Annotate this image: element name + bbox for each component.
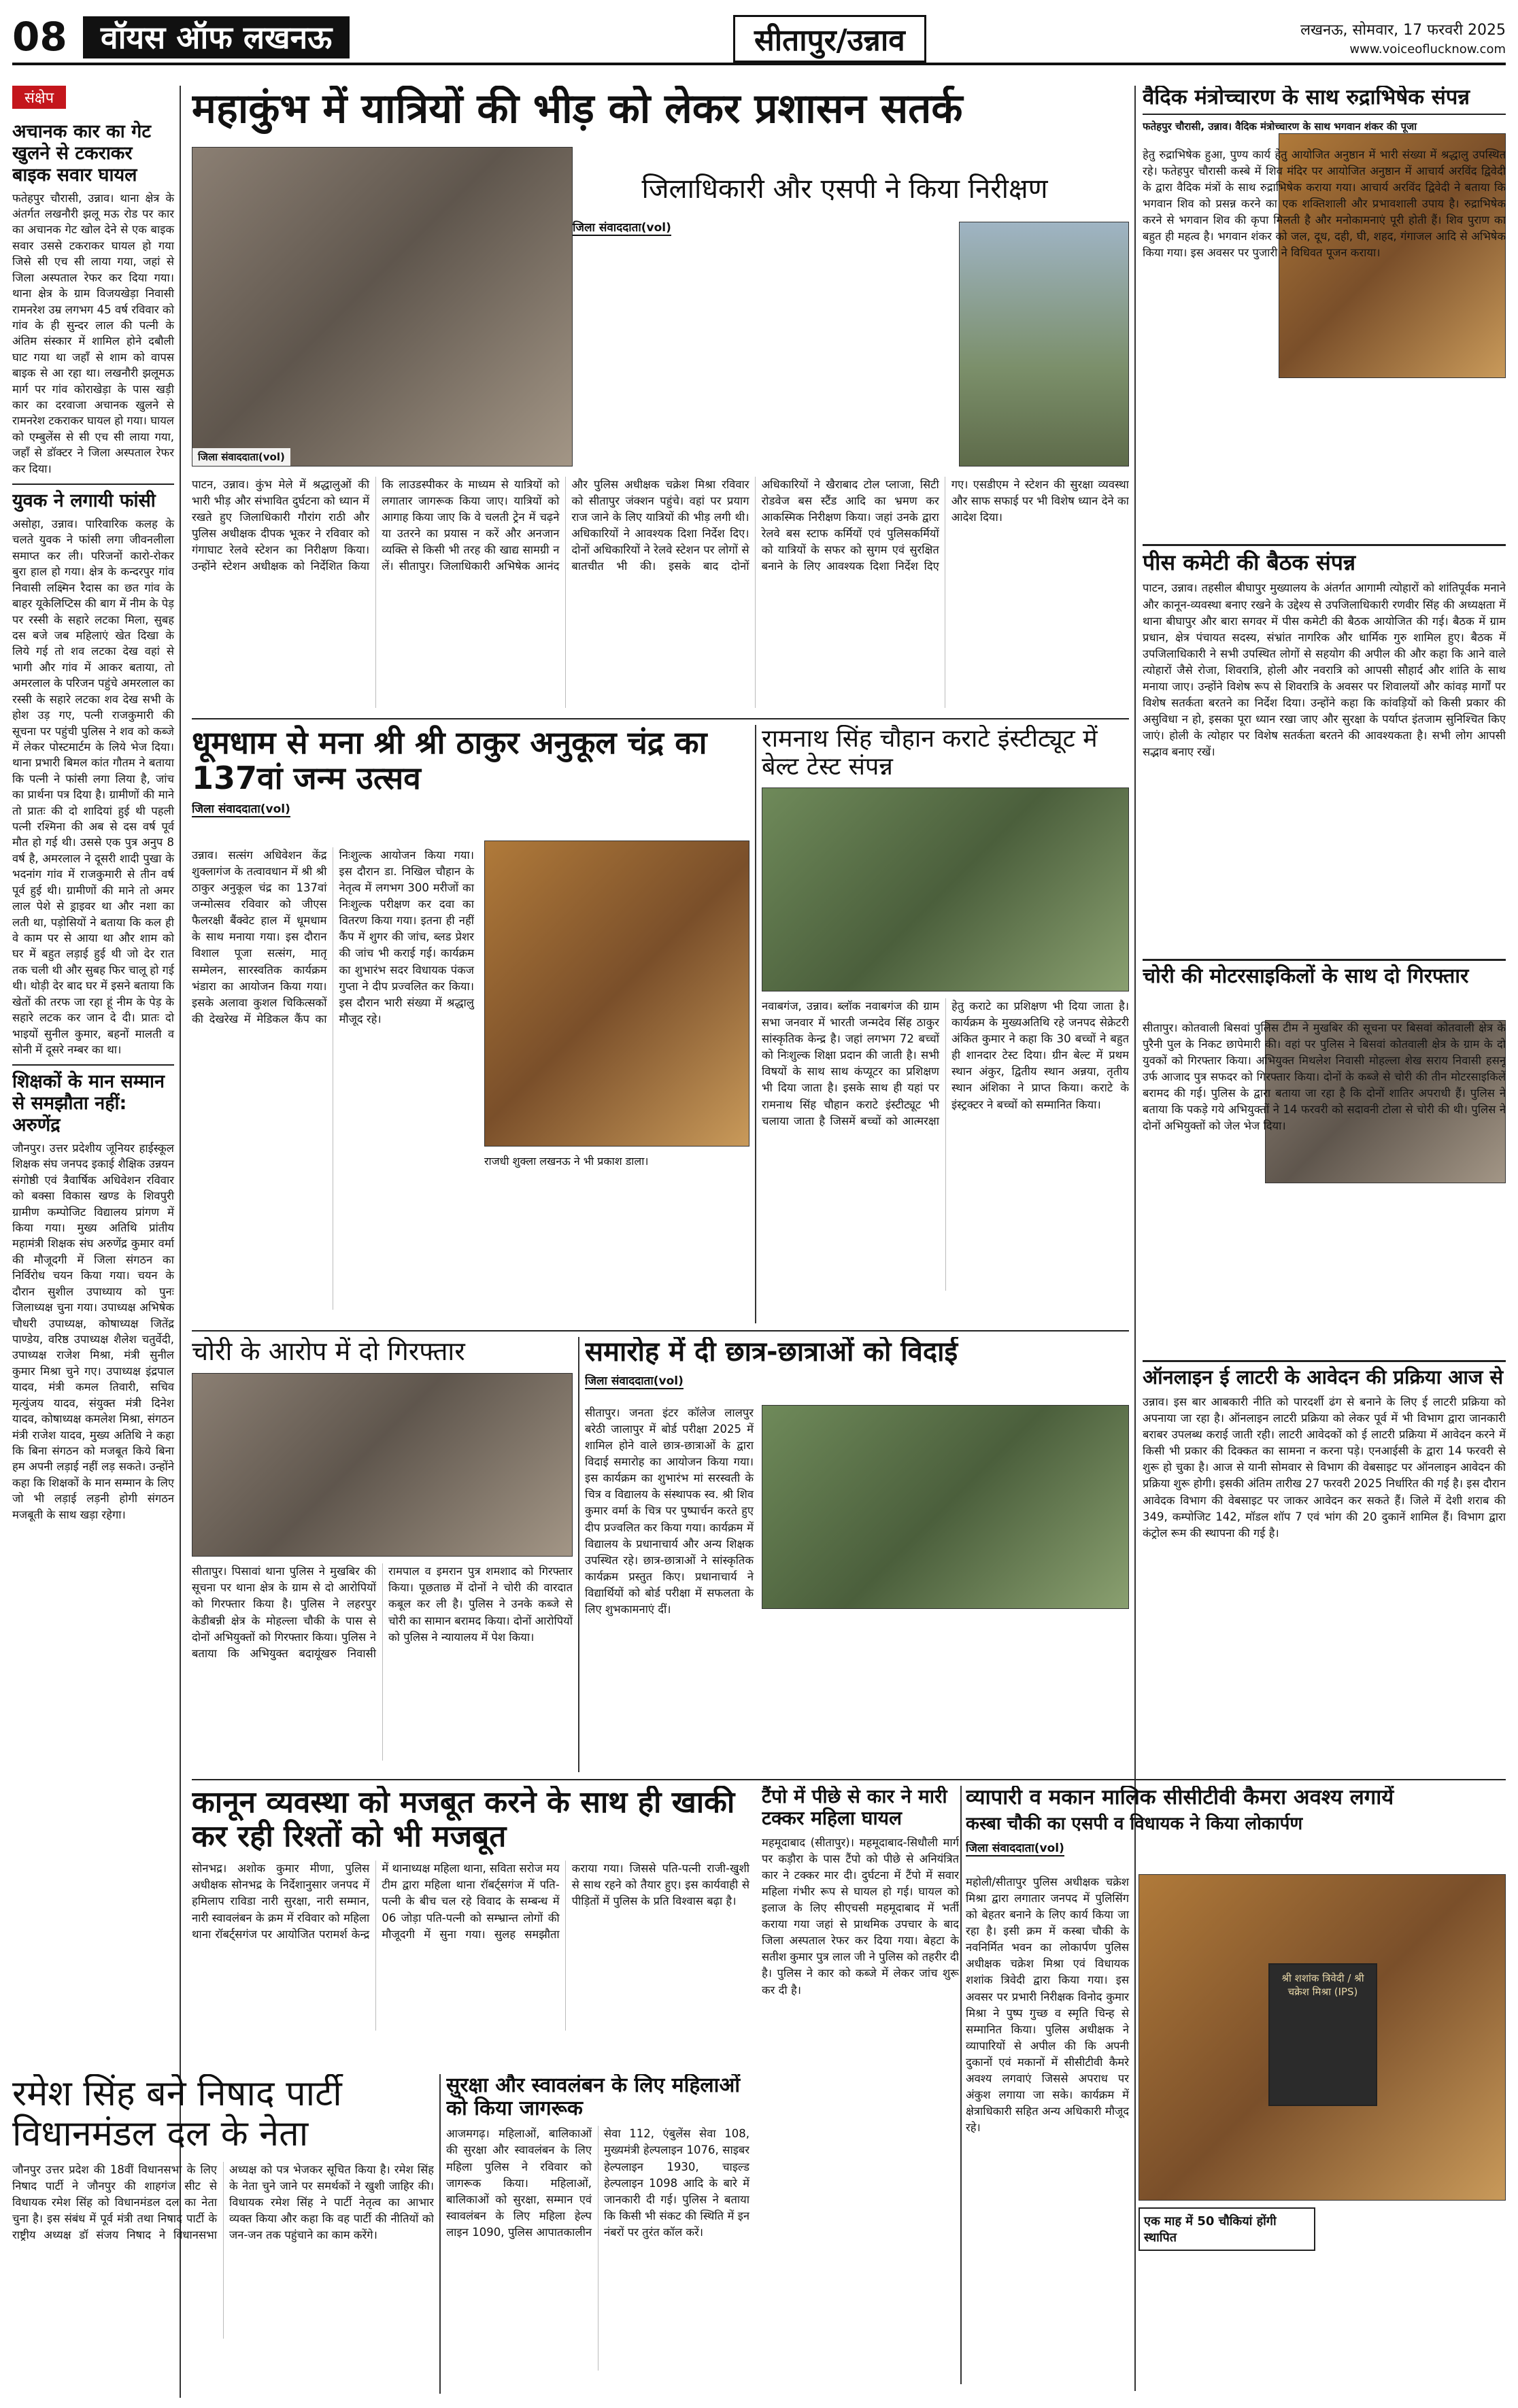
lead-byline bbox=[573, 215, 671, 241]
karate-photo bbox=[762, 787, 1129, 991]
bike-theft-body: सीतापुर। कोतवाली बिसवां पुलिस टीम ने मुखबिर की सूचना पर बिसवां कोतवाली क्षेत्र के पुरैनी पुल के निकट छापेमारी की। वहां पर पुलिस ने बिसवां कोतवाली क्षेत्र के ग्राम के दो युवकों को गिरफ्तार किया। अभियुक्त मिथलेश निवासी मोहल्ला शेख सराय निवासी हसनू उर्फ आजाद पुत्र सफदर को गिरफ्तार किया। दोनों के कब्जे से चोरी की तीन मोटरसाइकिलें बरामद की गई। पुलिस के द्वारा बताया जा रहा है कि दोनों शातिर अपराधी हैं। पुलिस ने बताया कि पकड़े गये अभियुक्तों ने 14 फरवरी को सदावनी टोला से चोरी की थी। पुलिस ने दोनों अभियुक्तों को जेल भेज दिया। bbox=[1143, 1021, 1506, 1133]
newspaper-brand: वॉयस ऑफ लखनऊ bbox=[83, 16, 350, 58]
thakur-headline: धूमधाम से मना श्री श्री ठाकुर अनुकूल चंद्र का 137वां जन्म उत्सव bbox=[192, 725, 707, 797]
peace-committee-headline: पीस कमेटी की बैठक संपन्न bbox=[1143, 544, 1506, 575]
brief-headline: युवक ने लगायी फांसी bbox=[12, 490, 156, 512]
brief-headline: शिक्षकों के मान सम्मान से समझौता नहीं: अरुणेंद्र bbox=[12, 1071, 165, 1136]
rudrabhishek-headline: वैदिक मंत्रोच्चारण के साथ रुद्राभिषेक संपन्न bbox=[1143, 86, 1506, 115]
brief-item bbox=[12, 490, 174, 1057]
accident-body: महमूदाबाद (सीतापुर)। महमूदाबाद-सिधौली मार्ग पर कड़ौरा के पास टैंपो को पीछे से अनियंत्रित कार ने टक्कर मार दी। दुर्घटना में टैंपो में सवार महिला गंभीर रूप से घायल हो गई। घायल को इलाज के लिए सीएचसी महमूदाबाद में भर्ती कराया गया जहां से प्राथमिक उपचार के बाद जिला अस्पताल रेफर कर दिया गया। बेहटा के सतीश कुमार पुत्र लाल जी ने पुलिस को तहरीर दी है। पुलिस ने कार को कब्जे में लेकर जांच शुरू कर दी है। bbox=[762, 1835, 959, 1997]
lottery-story bbox=[1143, 1360, 1506, 1768]
farewell-story bbox=[585, 1337, 1129, 1772]
police-photo bbox=[192, 1373, 573, 1557]
lead-body: पाटन, उन्नाव। कुंभ मेले में श्रद्धालुओं की भारी भीड़ और संभावित दुर्घटना को ध्यान में रखते हुए जिलाधिकारी गौरांग राठी और पुलिस अधीक्षक दीपक भूकर ने रविवार को गंगाघाट रेलवे स्टेशन का निरीक्षण किया। उन्होंने स्टेशन अधीक्षक को निर्देशित किया कि लाउडस्पीकर के माध्यम से यात्रियों को लगातार जागरूक किया जाए। यात्रियों को आगाह किया जाए कि वे चलती ट्रेन में चढ़ने या उतरने का प्रयास न करें और अनजान व्यक्ति से किसी भी तरह की खाद्य सामग्री न लें। सीतापुर। जिलाधिकारी अभिषेक आनंद और पुलिस अधीक्षक चक्रेश मिश्रा रविवार को सीतापुर जंक्शन पहुंचे। वहां पर प्रयाग राज जाने के लिए यात्रियों की भीड़ लगी थी। अधिकारियों ने आवश्यक दिशा निर्देश दिए। दोनों अधिकारियों ने रेलवे स्टेशन पर लोगों से बातचीत भी की। इसके बाद दोनों अधिकारियों ने खैराबाद टोल प्लाजा, सिटी रोडवेज बस स्टैंड आदि का भ्रमण कर आकस्मिक निरीक्षण किया। जहां उनके द्वारा रेलवे बस स्टाफ कर्मियों एवं पुलिसकर्मियों को यात्रियों के सफर को सुगम एवं सुरक्षित बनाने के लिए आवश्यक दिशा निर्देश दिए गए। एसडीएम ने स्टेशन की सुरक्षा व्यवस्था और साफ सफाई पर भी विशेष ध्यान देने का आदेश दिया। bbox=[192, 478, 1129, 573]
byline: जिला संवाददाता(vol) bbox=[585, 1372, 684, 1389]
divider bbox=[192, 718, 1129, 719]
theft-arrest-story bbox=[192, 1337, 573, 1772]
photo-caption: जिला संवाददाता(vol) bbox=[192, 448, 290, 466]
column-rule bbox=[578, 1337, 579, 1772]
column-rule bbox=[439, 2074, 441, 2394]
women-awareness-headline: सुरक्षा और स्वावलंबन के लिए महिलाओं को किया जागरूक bbox=[446, 2074, 741, 2121]
rudrabhishek-story bbox=[1143, 86, 1506, 535]
thakur-body: उन्नाव। सत्संग अधिवेशन केंद्र शुक्लागंज के तत्वावधान में श्री श्री ठाकुर अनुकूल चंद्र का 137वां जन्मोत्सव रविवार को जीएस फैलरक्षी बैंक्वेट हाल में धूमधाम के साथ मनाया गया। इस दौरान विशाल पूजा सत्संग, मातृ सम्मेलन, सारस्वतिक कार्यक्रम भंडारा का आयोजन किया गया। इसके अलावा कुशल चिकित्सकों की देखरेख में मेडिकल कैंप का निःशुल्क आयोजन किया गया। इस दौरान डा. निखिल चौहान के नेतृत्व में लगभग 300 मरीजों का निःशुल्क परीक्षण कर दवा का वितरण किया गया। इतना ही नहीं कैंप में शुगर की जांच, ब्लड प्रेशर की जांच भी कराई गई। कार्यक्रम का शुभारंभ सदर विधायक पंकज गुप्ता ने दीप प्रज्वलित कर किया। इस दौरान भारी संख्या में श्रद्धालु मौजूद रहे। bbox=[192, 849, 474, 1025]
farewell-headline: समारोह में दी छात्र-छात्राओं को विदाई bbox=[585, 1337, 958, 1368]
byline: जिला संवाददाता(vol) bbox=[192, 800, 290, 817]
bike-theft-story bbox=[1143, 959, 1506, 1353]
lead-photo bbox=[192, 147, 573, 467]
women-awareness-body: आजमगढ़। महिलाओं, बालिकाओं की सुरक्षा और स्वावलंबन के लिए महिला पुलिस ने रविवार को जागरूक किया। महिलाओं, बालिकाओं को सुरक्षा, सम्मान एवं स्वावलंबन के लिए महिला हेल्प लाइन 1090, पुलिस आपातकालीन सेवा 112, एंबुलेंस सेवा 108, मुख्यमंत्री हेल्पलाइन 1076, साइबर हेल्पलाइन 1930, चाइल्ड हेल्पलाइन 1098 आदि के बारे में जानकारी दी गई। पुलिस ने बताया कि किसी भी संकट की स्थिति में इन नंबरों पर तुरंत कॉल करें। bbox=[446, 2127, 749, 2239]
byline: जिला संवाददाता(vol) bbox=[573, 219, 671, 236]
peace-committee-story bbox=[1143, 544, 1506, 952]
divider bbox=[192, 1779, 1506, 1780]
nishad-body: जौनपुर उत्तर प्रदेश की 18वीं विधानसभा के लिए निषाद पार्टी ने जौनपुर की शाहगंज सीट से विधायक रमेश सिंह को विधानमंडल दल का नेता चुना है। इस संबंध में पूर्व मंत्री तथा निषाद पार्टी के राष्ट्रीय अध्यक्ष डॉ संजय निषाद ने विधानसभा अध्यक्ष को पत्र भेजकर सूचित किया है। रमेश सिंह के नेता चुने जाने पर समर्थकों ने खुशी जाहिर की। विधायक रमेश सिंह ने पार्टी नेतृत्व का आभार व्यक्त किया और कहा कि वह पार्टी की नीतियों को जन-जन तक पहुंचाने का काम करेंगे। bbox=[12, 2163, 434, 2241]
thakur-photo-caption: राजधी शुक्ला लखनऊ ने भी प्रकाश डाला। bbox=[484, 1155, 649, 1168]
column-rule bbox=[755, 725, 756, 1323]
nishad-story bbox=[12, 2074, 434, 2394]
brief-body: जौनपुर। उत्तर प्रदेशीय जूनियर हाईस्कूल शिक्षक संघ जनपद इकाई शैक्षिक उन्नयन संगोष्ठी एवं त्रैवार्षिक अधिवेशन रविवार को बक्सा विकास खण्ड के शिवपुरी ग्रामीण कम्पोजिट विद्यालय प्रांगण में किया गया। मुख्य अतिथि प्रांतीय महामंत्री शिक्षक संघ अरुणेंद्र कुमार वर्मा की मौजूदगी में जिला संगठन का निर्विरोध चयन किया गया। चयन के दौरान सुशील उपाध्याय को पुनः जिलाध्यक्ष चुना गया। उपाध्यक्ष अभिषेक चौधरी उपाध्यक्ष, कोषाध्यक्ष जितेंद्र पाण्डेय, वरिष्ठ उपाध्यक्ष शैलेश चतुर्वेदी, उपाध्यक्ष राजेश मिश्रा, मंत्री सुनील कुमार मिश्रा चुने गए। उपाध्यक्ष इंद्रपाल यादव, मंत्री कमल तिवारी, सचिव मृत्युंजय यादव, संयुक्त मंत्री दिनेश यादव, कोषाध्यक्ष कमलेश मिश्रा, संगठन मंत्री राजेश यादव, मुख्य अतिथि ने कहा कि बिना संगठन को मजबूत किये बिना हम अपनी लड़ाई नहीं लड़ सकते। उन्होंने कहा कि शिक्षकों के मान सम्मान के लिए जो भी लड़ाई लड़नी होगी संगठन मजबूती के साथ खड़ा रहेगा। bbox=[12, 1141, 174, 1521]
lead-subhead: जिलाधिकारी और एसपी ने किया निरीक्षण bbox=[641, 173, 1048, 205]
divider bbox=[12, 1064, 174, 1066]
karate-body: नवाबगंज, उन्नाव। ब्लॉक नवाबगंज की ग्राम सभा जनवार में भारती जन्मदेव सिंह ठाकुर सांस्कृतिक केन्द्र है। जहां लगभग 72 बच्चों को निःशुल्क शिक्षा प्रदान की जाती है। सभी विषयों के साथ साथ कंप्यूटर का प्रशिक्षण भी दिया जाता है। इसके साथ ही यहां पर रामनाथ सिंह चौहान कराटे इंस्टीट्यूट भी चलाया जाता है जिसमें बच्चों को आत्मरक्षा हेतु कराटे का प्रशिक्षण भी दिया जाता है। कार्यक्रम के मुख्यअतिथि रहे जनपद सेक्रेटरी अंकित कुमार ने कहा कि 30 बच्चों ने बहुत ही शानदार टेस्ट दिया। ग्रीन बेल्ट में प्रथम स्थान अंकुर, द्वितीय स्थान अन्नया, तृतीय स्थान अंशिका ने प्राप्त किया। कराटे के इंस्ट्रक्टर ने बच्चों को सम्मानित किया। bbox=[762, 1000, 1129, 1127]
cctv-subhead: कस्बा चौकी का एसपी व विधायक ने किया लोकार्पण bbox=[966, 1814, 1303, 1835]
lead-headline: महाकुंभ में यात्रियों की भीड़ को लेकर प्रशासन सतर्क bbox=[192, 86, 963, 133]
law-order-headline: कानून व्यवस्था को मजबूत करने के साथ ही खाकी कर रही रिश्तों को भी मजबूत bbox=[192, 1786, 735, 1854]
thakur-portrait-photo bbox=[484, 841, 749, 1147]
masthead bbox=[12, 10, 1506, 65]
bike-theft-headline: चोरी की मोटरसाइकिलों के साथ दो गिरफ्तार bbox=[1143, 959, 1506, 988]
brief-headline: अचानक कार का गेट खुलने से टकराकर बाइक सवार घायल bbox=[12, 121, 151, 186]
peace-committee-body: पाटन, उन्नाव। तहसील बीघापुर मुख्यालय के अंतर्गत आगामी त्योहारों को शांतिपूर्वक मनाने और कानून-व्यवस्था बनाए रखने के उद्देश्य से उपजिलाधिकारी रणवीर सिंह की अध्यक्षता में थाना बीघापुर और बारा सगवर में पीस कमेटी की बैठक आयोजित की गई। बैठक में ग्राम प्रधान, क्षेत्र पंचायत सदस्य, संभ्रांत नागरिक और धार्मिक गुरु शामिल हुए। बैठक में उपजिलाधिकारी ने सभी उपस्थित लोगों से सहयोग की अपील की और कहा कि आने वाले त्योहारों जैसे रोजा, शिवरात्रि, होली और नवरात्रि को आपसी सौहार्द और शांति के साथ मनाया जाए। उन्होंने विशेष रूप से शिवरात्रि के अवसर पर शिवालयों और कांवड़ मार्गों पर विशेष सतर्कता बरतने का निर्देश दिया। उन्होंने कहा कि कांवड़ियों को किसी प्रकार की असुविधा न हो, इसका पूरा ध्यान रखा जाए और सुरक्षा के पर्याप्त इंतजाम सुनिश्चित किए जाएं। होली के त्योहार पर विशेष सतर्कता बरतने की आवश्यकता है। सभी लोग आपसी सद्भाव बनाए रखें। bbox=[1143, 581, 1506, 759]
nishad-headline: रमेश सिंह बने निषाद पार्टी विधानमंडल दल के नेता bbox=[12, 2074, 342, 2155]
cctv-photo-caption: एक माह में 50 चौकियां होंगी स्थापित bbox=[1138, 2207, 1315, 2251]
theft-headline: चोरी के आरोप में दो गिरफ्तार bbox=[192, 1337, 465, 1366]
inspection-photo bbox=[959, 222, 1129, 467]
brief-body: फतेहपुर चौरासी, उन्नाव। थाना क्षेत्र के अंतर्गत लखनौरी झलू मऊ रोड पर कार का अचानक गेट खोल देने से एक बाइक सवार उससे टकराकर घायल हो गया जिसे सी एच सी लाया गया, जहां से जिला अस्पताल रेफर कर दिया गया। थाना क्षेत्र के ग्राम विजयखेड़ा निवासी रामनरेश उम्र लगभग 45 वर्ष रविवार को गांव के ही सुन्दर लाल की पत्नी के अंतिम संस्कार में शामिल होने दबौली घाट गया था जहाँ से शाम को वापस बाइक से आ रहा था। लखनौरी झलूमऊ मार्ग पर गांव कोराखेड़ा के पास खड़ी कार का दरवाजा अचानक खुलने से रामनरेश टकराकर घायल हो गया। घायल को एम्बुलेंस से सी एच सी लाया गया, जहाँ से डॉक्टर ने जिला अस्पताल रेफर कर दिया। bbox=[12, 191, 174, 475]
cctv-body: महोली/सीतापुर पुलिस अधीक्षक चक्रेश मिश्रा द्वारा लगातार जनपद में पुलिसिंग को बेहतर बनाने के लिए कार्य किया जा रहा है। इसी क्रम में कस्बा चौकी के नवनिर्मित भवन का लोकार्पण पुलिस अधीक्षक चक्रेश मिश्रा एवं विधायक शशांक त्रिवेदी द्वारा किया गया। इस अवसर पर प्रभारी निरीक्षक विनोद कुमार मिश्रा ने पुष्प गुच्छ व स्मृति चिन्ह से सम्मानित किया। पुलिस अधीक्षक ने व्यापारियों से अपील की कि अपनी दुकानों एवं मकानों में सीसीटीवी कैमरे अवश्य लगवाएं जिससे अपराध पर अंकुश लगाया जा सके। कार्यक्रम में क्षेत्राधिकारी सहित अन्य अधिकारी मौजूद रहे। bbox=[966, 1876, 1129, 2135]
briefs-column bbox=[12, 86, 181, 2398]
theft-body: सीतापुर। पिसावां थाना पुलिस ने मुखबिर की सूचना पर थाना क्षेत्र के ग्राम से दो आरोपियों को गिरफ्तार किया है। पुलिस ने लहरपुर केडीबन्नी क्षेत्र के मोहल्ला चौकी के पास से दोनों अभियुक्तों को गिरफ्तार किया। पुलिस ने बताया कि अभियुक्त बदायूंखरु निवासी रामपाल व इमरान पुत्र शमशाद को गिरफ्तार किया। पूछताछ में दोनों ने चोरी की वारदात कबूल कर ली है। पुलिस ने उनके कब्जे से चोरी का सामान बरामद किया। दोनों आरोपियों को पुलिस ने न्यायालय में पेश किया। bbox=[192, 1565, 573, 1660]
inauguration-photo bbox=[1138, 1874, 1506, 2201]
farewell-body: सीतापुर। जनता इंटर कॉलेज लालपुर बरेठी जालापुर में बोर्ड परीक्षा 2025 में शामिल होने वाले छात्र-छात्राओं के द्वारा विदाई समारोह का आयोजन किया गया। इस कार्यक्रम का शुभारंभ मां सरस्वती के चित्र व विद्यालय के संस्थापक स्व. श्री शिव कुमार वर्मा के चित्र पर पुष्पार्चन करते हुए दीप प्रज्वलित कर किया गया। कार्यक्रम में विद्यालय के प्रधानाचार्य और अन्य शिक्षक उपस्थित रहे। छात्र-छात्राओं ने सांस्कृतिक कार्यक्रम प्रस्तुत किए। प्रधानाचार्य ने विद्यार्थियों को बोर्ड परीक्षा में सफलता के लिए शुभकामनाएं दीं। bbox=[585, 1406, 754, 1616]
students-photo bbox=[762, 1405, 1129, 1609]
divider bbox=[192, 1330, 1129, 1332]
briefs-tag: संक्षेप bbox=[12, 86, 66, 109]
website-url: www.voiceoflucknow.com bbox=[1349, 42, 1506, 56]
cctv-story bbox=[966, 1786, 1506, 2391]
brief-body: असोहा, उन्नाव। पारिवारिक कलह के चलते युवक ने फांसी लगा जीवनलीला समाप्त कर ली। परिजनों कारो-रोकर बुरा हाल हो गया। क्षेत्र के कन्दरपुर गांव निवासी लक्ष्मिन रैदास का छत गांव के बाहर यूकेलिप्टिस की बाग में नीम के पेड़ पर रस्सी के सहारे लटका मिला, सुबह दस बजे जब महिलाएं खेत दिखा के लिये गई तो शव लटका देख वहां से भागी और गांव में आकर बताया, तो अमरलाल के परिजन पहुंचे अमरलाल का रस्सी के सहारे लटका शव देख सभी के होश उड़ गए, पत्नी राजकुमारी की सूचना पर पहुंची पुलिस ने शव को कब्जे में लेकर पोस्टमार्टम के लिये भेज दिया। थाना प्रभारी बिमल कांत गौतम ने बताया कि पत्नी ने फांसी लगा लिया है, जांच का प्रार्थना पत्र दिया है। ग्रामीणों की माने तो प्रातः की दो शादियां हुई थी पहली पत्नी रश्मिना की अब से दस वर्ष पूर्व मौत हो गई थी। उससे एक पुत्र अनुप 8 वर्ष है, अमरलाल ने दूसरी शादी पुखा के भदनांग गांव में राजकुमारी से तीन वर्ष पूर्व हुई थी। ग्रामीणों की माने तो अमर लाल पेशे से ड्राइवर था और नशा का लती था, पड़ोसियों ने बताया कि कल ही वे काम पर से आया था और शाम को घर में बहुत लड़ाई हुई थी जो देर रात तक चली थी और सुबह फिर चालू हो गई थी। थोड़ी देर बाद घर में इसने बताया कि खेतों की तरफ जा रहा हूं नीम के पेड़ के सहारे लटक कर जान दे दी। प्रातः दो भाइयों सुनील कुमार, बहनों मालती व सोनी में दूसरे नम्बर का था। bbox=[12, 518, 174, 1056]
karate-headline: रामनाथ सिंह चौहान कराटे इंस्टीट्यूट में बेल्ट टेस्ट संपन्न bbox=[762, 725, 1098, 781]
section-name: सीतापुर/उन्नाव bbox=[733, 15, 926, 63]
page-number: 08 bbox=[12, 14, 67, 60]
inauguration-plaque bbox=[1268, 1963, 1377, 2106]
divider bbox=[12, 484, 174, 485]
rudrabhishek-caption: फतेहपुर चौरासी, उन्नाव। वैदिक मंत्रोच्चारण के साथ भगवान शंकर की पूजा bbox=[1143, 120, 1417, 133]
lead-story bbox=[192, 86, 1129, 711]
lottery-body: उन्नाव। इस बार आबकारी नीति को पारदर्शी ढंग से बनाने के लिए ई लाटरी प्रक्रिया को अपनाया जा रहा है। ऑनलाइन लाटरी प्रक्रिया को लेकर पूर्व में भी विभाग द्वारा जानकारी बराबर उपलब्ध कराई जाती रही। लाटरी आवेदकों को ई लाटरी प्रक्रिया में आवेदन करने में किसी भी प्रकार की दिक्कत का सामना न करना पड़े। एनआईसी के द्वारा 14 फरवरी से शुरू हो चुका है। आज से यानी सोमवार से विभाग की वेबसाइट पर ऑनलाइन आवेदन की प्रक्रिया शुरू होगी। इसकी अंतिम तारीख 27 फरवरी 2025 निर्धारित की गई है। इस दौरान आवेदक विभाग की वेबसाइट पर जाकर आवेदन कर सकते हैं। जिले में देशी शराब की 349, कम्पोजिट 142, मॉडल शॉप 7 एवं भांग की 20 दुकानें शामिल हैं। विभाग द्वारा कंट्रोल रूम की स्थापना की गई है। bbox=[1143, 1395, 1506, 1540]
brief-item bbox=[12, 1071, 174, 1523]
lottery-headline: ऑनलाइन ई लाटरी के आवेदन की प्रक्रिया आज से bbox=[1143, 1360, 1506, 1389]
column-rule bbox=[960, 1786, 962, 2384]
rudrabhishek-body: हेतु रुद्राभिषेक हुआ, पुण्य कार्य हेतु आयोजित अनुष्ठान में भारी संख्या में श्रद्धालु उपस्थित रहे। फतेहपुर चौरासी कस्बे में शिव मंदिर पर आयोजित अनुष्ठान में आचार्य अरविंद द्विवेदी के द्वारा वैदिक मंत्रों के साथ रुद्राभिषेक कराया गया। आचार्य अरविंद द्विवेदी ने बताया कि भगवान शिव को प्रसन्न करने का एक शक्तिशाली और प्रभावशाली उपाय है। रुद्राभिषेक करने से भगवान शिव की कृपा मिलती है और मनोकामनाएं पूरी होती हैं। शिव पुराण का बहुत ही महत्व है। भगवान शंकर को जल, दूध, दही, घी, शहद, गंगाजल आदि से अभिषेक किया गया। इस अवसर पर पुजारी ने विधिवत पूजन कराया। bbox=[1143, 148, 1506, 260]
byline: जिला संवाददाता(vol) bbox=[966, 1839, 1064, 1856]
accident-headline: टैंपो में पीछे से कार ने मारी टक्कर महिला घायल bbox=[762, 1786, 947, 1829]
karate-story bbox=[762, 725, 1129, 1323]
cctv-headline: व्यापारी व मकान मालिक सीसीटीवी कैमरा अवश्य लगायें bbox=[966, 1786, 1394, 1810]
brief-item bbox=[12, 121, 174, 477]
women-awareness-story bbox=[446, 2074, 749, 2394]
plaque-text: श्री शशांक त्रिवेदी / श्री चक्रेश मिश्रा (IPS) bbox=[1281, 1972, 1364, 1998]
accident-story bbox=[762, 1786, 959, 2384]
thakur-story bbox=[192, 725, 749, 1323]
law-order-story bbox=[192, 1786, 749, 2071]
dateline: लखनऊ, सोमवार, 17 फरवरी 2025 bbox=[1300, 22, 1506, 39]
law-order-body: सोनभद्र। अशोक कुमार मीणा, पुलिस अधीक्षक सोनभद्र के निर्देशानुसार जनपद में हमिलाप राविडा नारी सुरक्षा, नारी सम्मान, नारी स्वावलंबन के क्रम में रविवार को महिला थाना रॉबर्ट्सगंज पर आयोजित परामर्श केन्द्र में थानाध्यक्ष महिला थाना, सविता सरोज मय टीम द्वारा महिला थाना रॉबर्ट्सगंज में पति-पत्नी के बीच चल रहे विवाद के सम्बन्ध में 06 जोड़ा पति-पत्नी को सम्भ्रान्त लोगों की मौजूदगी में सुना गया। सुलह समझौता कराया गया। जिससे पति-पत्नी राजी-खुशी से साथ रहने को तैयार हुए। इस कार्यवाही से पीड़ितों में पुलिस के प्रति विश्वास बढ़ा है। bbox=[192, 1862, 749, 1941]
